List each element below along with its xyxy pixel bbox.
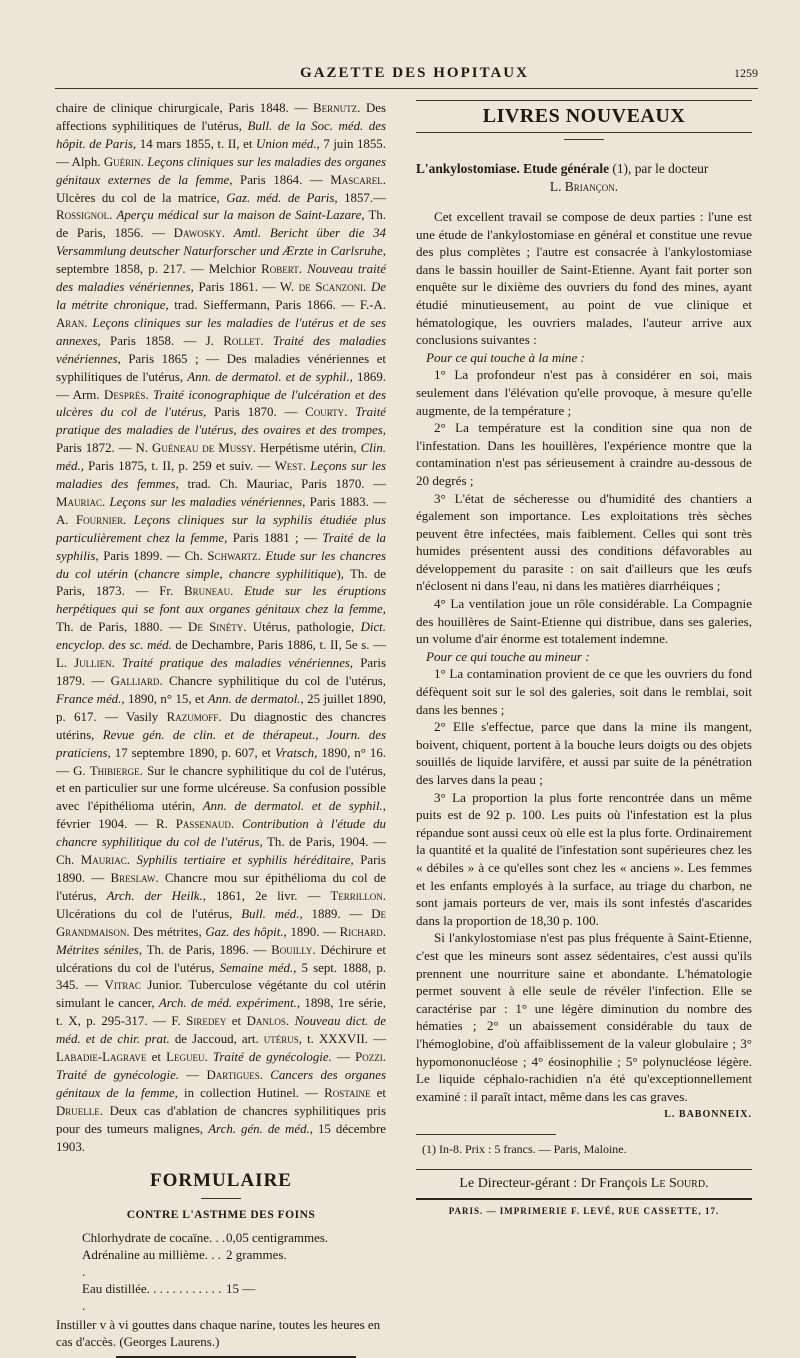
article-body [416, 208, 752, 1105]
author-name: Siredey [186, 1014, 227, 1029]
printer-line: PARIS. — IMPRIMERIE F. LEVÉ, RUE CASSETTE, 17. [448, 1206, 720, 1217]
citation-text: . [257, 548, 266, 563]
citation-title: Bull. de la Soc. méd. des hôpit. de Paris, [56, 118, 386, 151]
prescription-line [56, 1229, 386, 1246]
citation-text: ( [127, 566, 139, 581]
citation-title: Gaz. méd. de Paris, [226, 190, 338, 205]
author-name: Jullien [74, 656, 112, 671]
citation-text: 14 mars 1855, t. II, et [136, 136, 257, 151]
citation-text: . [298, 262, 308, 277]
ingredient-dose: 2 grammes. [226, 1247, 287, 1263]
instruction-text: Instiller v à vi gouttes dans chaque narine, toutes les heures en cas d'accès. (Georges Laurens.) [56, 1317, 381, 1350]
author-name: Bernutz [312, 101, 358, 115]
citation-title: Leçons cliniques sur la syphilis étudiée plus particulièrement chez la femme, [56, 512, 386, 545]
citation-text: 1898, 1re série, t. X, p. 295-317. — F. [56, 996, 386, 1029]
formulaire-title: FORMULAIRE [150, 1170, 292, 1192]
director-line [416, 1176, 752, 1192]
citation-title: Métrites séniles, [56, 942, 143, 957]
citation-text: février 1904. — R. [56, 817, 176, 832]
page-number: 1259 [734, 65, 758, 80]
author-name: Mauriac [56, 494, 102, 509]
citation-text: 1890, n° 15, et [124, 691, 208, 706]
author-name: Passenaud [175, 817, 231, 832]
citation-text: et [146, 1050, 167, 1065]
ingredient-dose: 15 — [226, 1281, 256, 1297]
author-name: utérus [263, 1032, 299, 1047]
citation-text: . [221, 226, 234, 241]
author-name: Danlos [246, 1014, 286, 1029]
citation-text: . [111, 656, 122, 671]
citation-text: Paris 1881 ; — [227, 530, 323, 545]
citation-title: Dict. encyclop. des sc. méd. [56, 620, 386, 653]
citation-text: . Sur le chancre syphilitique du col de l'utérus, et en particulier sur une forme ulcéreuse. Sa confusion possible avec l'épithélioma utérin, [56, 763, 387, 814]
citation-text: 1890, n° 16. — G. [56, 745, 386, 778]
citation-text: — [331, 1050, 356, 1065]
director-name: Le Sourd. [650, 1176, 709, 1192]
citation-text: Paris 1865 ; — Des maladies vénériennes et syphilitiques de l'utérus, [56, 351, 386, 384]
citation-text: . [145, 387, 154, 402]
article-paragraph: 2° Elle s'effectue, parce que dans la mine ils mangent, boivent, chiquent, portent à la bouche leurs doigts ou des objets souillés de liquide larvifère, et aussi par suite de la pénétration des larves dans la peau ; [416, 719, 752, 787]
citation-title: Arch. de méd. expériment., [158, 996, 301, 1011]
citation-text: . [302, 459, 311, 474]
citation-text: trad. Ch. Mauriac, Paris 1870. — [178, 477, 386, 492]
citation-text: Paris 1883. — A. [56, 494, 386, 527]
citation-text: 5 sept. 1888, p. 345. — [56, 960, 386, 993]
citation-title: Ann. de dermatol. et de syphil., [202, 799, 386, 814]
citation-text: . [230, 817, 243, 832]
citation-text: . Deux cas d'ablation de chancres syphilitiques pris pour des tumeurs malignes, [56, 1103, 386, 1136]
author-name: Després [104, 387, 146, 402]
citation-title: Cancers des organes génitaux de la femme, [56, 1067, 386, 1100]
journal-title: GAZETTE DES HOPITAUX [300, 64, 529, 81]
citation-title: Clin. méd., [56, 441, 386, 474]
citation-title: Traité de la syphilis, [56, 530, 386, 563]
author-name: Rollet [223, 333, 261, 348]
citation-title: Contribution à l'étude du chancre syphilitique du col de l'utérus, [56, 817, 386, 850]
citation-title: Semaine méd., [219, 960, 297, 975]
citation-title: Aperçu médical sur la maison de Saint-Lazare, [116, 208, 365, 223]
author-name: Thibierge [89, 763, 140, 778]
citation-title: Leçons sur les maladies vénériennes, [109, 494, 306, 509]
citation-text: . [285, 1014, 295, 1029]
citation-title: France méd., [56, 691, 125, 706]
author-name: de Scanzoni [298, 280, 364, 295]
citation-text: 1869. — Arm. [56, 369, 387, 402]
author-name: Bouilly [271, 942, 313, 957]
citation-title: Nouveau dict. de méd. et de chir. prat. [56, 1014, 387, 1047]
author-name: Legueu [166, 1050, 205, 1065]
ingredient-dose: 0,05 centigrammes. [226, 1230, 329, 1246]
citation-text: trad. Sieffermann, Paris 1866. — F.-A. [168, 297, 386, 312]
author-name: De Grandmaison [56, 906, 386, 939]
citation-text: ), Th. de Paris, 1873. — Fr. [56, 566, 386, 599]
citation-text: Paris 1890. — [56, 853, 386, 885]
article-title-rest: (1), par le docteur [609, 161, 709, 176]
citation-text: . [363, 280, 371, 295]
citation-text: . [101, 494, 110, 509]
citation-text: 15 décembre 1903. [56, 1121, 386, 1154]
citation-title: chancre simple, chancre syphilitique [138, 566, 337, 581]
citation-text: Paris 1872. — N. [56, 441, 153, 456]
author-name: Fournier [75, 512, 124, 527]
page-header [55, 58, 758, 89]
article-paragraph: 1° La profondeur n'est pas à considérer en soi, mais seulement dans l'élévation qu'elle provoque, à mesure qu'elle augmente, de la température ; [416, 367, 752, 418]
citation-text: de Dechambre, Paris 1886, t. II, 5e s. — L. [56, 638, 386, 671]
article-subheading: Pour ce qui touche au mineur : [426, 648, 590, 664]
article-paragraph: 3° L'état de sécheresse ou d'humidité des chantiers a également son importance. Les exploitations très sèches peuvent être infectées, mais faiblement. Celles qui sont très humides présentent aussi des conditions défavorables au développement du parasite : on sait d'ailleurs que les œufs n'éclosent ni dans l'eau, ni dans les matières diarrhéiques ; [416, 490, 752, 594]
citation-text: Th. de Paris, 1856. — [56, 208, 386, 241]
citation-text: in collection Hutinel. — [177, 1085, 325, 1100]
footnote: (1) In-8. Prix : 5 francs. — Paris, Maloine. [422, 1142, 627, 1157]
author-name: Bruneau [183, 584, 231, 599]
citation-text: . [382, 924, 386, 939]
citation-text: . Utérus, pathologie, [243, 620, 361, 635]
citation-text: . Ulcères du col de la matrice, [56, 172, 386, 205]
author-name: Terrillon [330, 888, 383, 903]
citation-title: Ann. de dermatol. et de syphil., [187, 369, 353, 384]
livres-nouveaux-title: LIVRES NOUVEAUX [416, 100, 752, 133]
author-name: Vitrac [104, 978, 141, 993]
citation-text: 1857.— [337, 190, 386, 205]
citation-text: . [259, 1067, 271, 1082]
article-paragraph: 2° La température est la condition sine qua non de l'infestation. Dans les houillères, l'expérience montre que la contamination n'est pas sérieusement à craindre au-dessous de 20 degrés ; [416, 420, 752, 488]
author-name: Courty [305, 405, 345, 420]
citation-text: . [344, 405, 356, 420]
citation-title: Syphilis tertiaire et syphilis héréditaire, [136, 853, 354, 868]
article-paragraph: Si l'ankylostomiase n'est pas plus fréquente à Saint-Etienne, c'est que les mineurs sont assez sédentaires, c'est aussi qu'ils prennent une nourriture saine et abondante. L'hématologie permet souvent à elle seule de révéler l'infection. Elle se caractérise par : 1° une légère diminution du nombre des hématies ; 2° un abaissement considérable du taux de l'hémoglobine, d'où affaiblissement de la valeur globulaire ; 3° hypomononucléose ; 4° éosinophilie ; 5° polynucléose légère. Le liquide céphalo-rachidien n'a été qu'exceptionnellement examiné : il paraît intact, même dans les cas graves. [416, 930, 752, 1104]
citation-text: . Des métrites, [126, 924, 206, 939]
citation-title: Traité de gynécologie. [212, 1050, 332, 1065]
author-name: Schwartz [207, 548, 258, 563]
citation-text: . Chancre syphilitique du col de l'utérus, [159, 674, 387, 688]
citation-text: . [140, 154, 148, 169]
citation-title: Traité pratique des maladies de l'utérus, des ovaires et des trompes, [56, 405, 386, 438]
author-name: Mascarel [330, 172, 383, 187]
author-name: Aran [56, 315, 85, 330]
article-title-bold: L'ankylostomiase. Etude générale [416, 161, 610, 176]
author-name: Dawosky [173, 226, 222, 241]
citation-title: Union méd., [256, 136, 320, 151]
citation-title: Traité pratique des maladies vénériennes, [121, 656, 354, 671]
citation-text: . Du diagnostic des chancres utérins, [56, 709, 386, 742]
citation-text: Paris 1864. — [232, 172, 331, 187]
article-paragraph: 1° La contamination provient de ce que les ouvriers du fond défèquent soit sur le sol des galeries, soit dans le remblai, soit dans les bennes ; [416, 666, 752, 717]
article-title [416, 160, 752, 178]
article-paragraph: 4° La ventilation joue un rôle considérable. La Compagnie des houillères de Saint-Etienne qui distribue, dans ses galeries, un volume d'air énorme est totalement indemne. [416, 596, 752, 647]
citation-title: Arch. der Heilk., [106, 888, 206, 903]
citation-text: . Herpétisme utérin, [252, 441, 361, 456]
citation-text: et [370, 1085, 386, 1100]
citation-text: Paris 1858. — J. [100, 333, 224, 348]
citation-text: 17 septembre 1890, p. 607, et [110, 745, 275, 760]
citation-text: . [109, 208, 117, 223]
right-column [416, 100, 752, 1216]
author-name: De Sinéty [188, 620, 244, 635]
citation-text: 1889. — [302, 906, 372, 921]
footnote-rule [416, 1134, 556, 1135]
citation-text: Paris 1875, t. II, p. 259 et suiv. — [83, 459, 275, 474]
citation-text: Junior. Tuberculose végétante du col utérin simulant le cancer, [56, 978, 386, 1011]
citation-title: Leçons cliniques sur les maladies de l'utérus et de ses annexes, [56, 315, 386, 348]
author-name: Breslaw [110, 870, 156, 885]
author-name: Guéneau de Mussy [152, 441, 253, 456]
citation-title: Leçons cliniques sur les maladies des organes génitaux externes de la femme, [56, 154, 386, 187]
citation-text: 1890. — [286, 924, 340, 939]
citation-title: Revue gén. de clin. et de thérapeut., Journ. des praticiens, [56, 727, 386, 760]
prescription-line [56, 1246, 386, 1280]
citation-text: . [84, 315, 93, 330]
citation-text: . Chancre mou sur épithélioma du col de l'utérus, [56, 870, 386, 903]
article-author: L. Briançon. [549, 179, 619, 194]
article-subheading: Pour ce qui touche à la mine : [426, 349, 585, 365]
citation-text: , t. XXXVII. — [298, 1032, 386, 1047]
author-name: Richard [339, 924, 383, 939]
article-paragraph: Cet excellent travail se compose de deux parties : l'une est une étude de l'ankylostomiase en général et constitue une revue des plus complètes ; l'autre est consacrée à l'ankylostomiase dans le bassin houiller de Saint-Etienne. Ayant fait porter son enquête sur le dixième des ouvriers du fond des mines, ayant étudié minutieusement, au point de vue clinique et hématologique, les ouvriers malades, l'auteur arrive aux conclusions suivantes : [416, 209, 752, 348]
citation-title: Bull. méd., [241, 906, 303, 921]
citation-title: Gaz. des hôpit., [205, 924, 287, 939]
citation-title: Amtl. Bericht über die 34 Versammlung deutscher Naturforscher und Ærzte in Carlsruhe, [56, 226, 386, 259]
author-name: Rostaine [324, 1085, 371, 1100]
citation-text: Paris 1899. — Ch. [98, 548, 208, 563]
bibliography-paragraph [56, 100, 386, 1156]
ingredient-name: Chlorhydrate de cocaïne. . . [82, 1230, 226, 1246]
citation-title: Etude sur les éruptions herpétiques qui se font aux organes génitaux chez la femme, [56, 584, 386, 617]
citation-text: Paris 1870. — [206, 405, 306, 420]
author-name: Rossignol [56, 208, 110, 223]
citation-text: . [126, 853, 137, 868]
citation-title: De la métrite chronique, [56, 280, 387, 312]
prescription-line [56, 1280, 386, 1314]
director-prefix: Le Directeur-gérant : Dr François [459, 1176, 651, 1192]
citation-text: Th. de Paris, 1904. — Ch. [56, 835, 386, 868]
citation-text: . [123, 512, 134, 527]
formulaire-subtitle: CONTRE L'ASTHME DES FOINS [126, 1209, 316, 1222]
citation-text: Paris 1879. — [56, 656, 386, 688]
citation-title: Vratsch, [274, 745, 318, 760]
citation-title: Nouveau traité des maladies vénériennes, [56, 262, 386, 295]
citation-text: — [179, 1067, 207, 1082]
citation-text: 25 juillet 1890, p. 617. — Vasily [56, 691, 387, 724]
author-name: Guérin [103, 154, 141, 169]
citation-text: Paris 1861. — W. [193, 280, 299, 295]
ingredient-name: Adrénaline au millième. . . . [82, 1247, 221, 1280]
director-rule-bottom [416, 1198, 752, 1200]
review-signature: L. BABONNEIX. [664, 1109, 752, 1121]
citation-text: . Des affections syphilitiques de l'utérus, [56, 101, 387, 133]
citation-text: de Jaccoud, art. [169, 1032, 264, 1047]
citation-title: Ann. de dermatol., [207, 691, 304, 706]
citation-text: . [382, 1050, 386, 1065]
citation-title: Leçons sur les maladies des femmes, [56, 459, 386, 492]
citation-text: Th. de Paris, 1880. — [56, 620, 189, 635]
citation-text: chaire de clinique chirurgicale, Paris 1848. — [56, 101, 313, 115]
title-divider [201, 1198, 241, 1199]
citation-text: septembre 1858, p. 217. — Melchior [56, 262, 262, 277]
citation-title: Traité de gynécologie. [56, 1067, 180, 1082]
author-name: Robert [261, 262, 299, 277]
citation-text: . Ulcérations du col de l'utérus, [56, 888, 386, 921]
author-name: Dartigues [206, 1067, 260, 1082]
author-name: Mauriac [80, 853, 127, 868]
citation-title: Arch. gén. de méd., [208, 1121, 313, 1136]
left-column [56, 100, 386, 1358]
title-divider [564, 139, 604, 140]
author-name: West [274, 459, 303, 474]
director-rule-top [416, 1169, 752, 1170]
citation-text: Th. de Paris, 1896. — [142, 942, 272, 957]
author-name: Druelle [56, 1103, 100, 1118]
citation-title: Traité iconographique de l'ulcération et des ulcères du col de l'utérus, [56, 387, 386, 420]
author-name: Labadie-Lagrave [56, 1050, 147, 1065]
author-name: Galliard [110, 674, 160, 688]
citation-text: . Déchirure et ulcérations du col de l'utérus, [56, 942, 386, 975]
prescription-instruction [56, 1316, 386, 1350]
author-name: Pozzi [355, 1050, 383, 1065]
prescription [56, 1229, 386, 1350]
citation-text: et [226, 1014, 247, 1029]
citation-text: 7 juin 1855. — Alph. [56, 136, 386, 169]
article-paragraph: 3° La proportion la plus forte rencontrée dans un même puits est de 92 p. 100. Les puits où l'infestation est la plus répandue sont aussi ceux où elle est la plus forte. Ordinairement la quantité et la qualité de l'infestation sont supérieures chez les « débiles » à ce qu'elles sont chez les « anciens ». Les femmes et les enfants employés à la surface, au triage du charbon, ne sont jamais porteurs de ver, mais ils sont infestés d'ascarides dans la proportion de 18,30 p. 100. [416, 789, 752, 928]
citation-text: . [204, 1050, 213, 1065]
citation-text: . [230, 584, 245, 599]
citation-title: Etude sur les chancres du col utérin [56, 548, 386, 581]
ingredient-name: Eau distillée. . . . . . . . . . . . . [82, 1281, 222, 1314]
author-name: Razumoff [166, 709, 219, 724]
citation-text: . [260, 333, 273, 348]
citation-title: Traité des maladies vénériennes, [56, 333, 386, 366]
citation-text: 1861, 2e livr. — [205, 888, 331, 903]
